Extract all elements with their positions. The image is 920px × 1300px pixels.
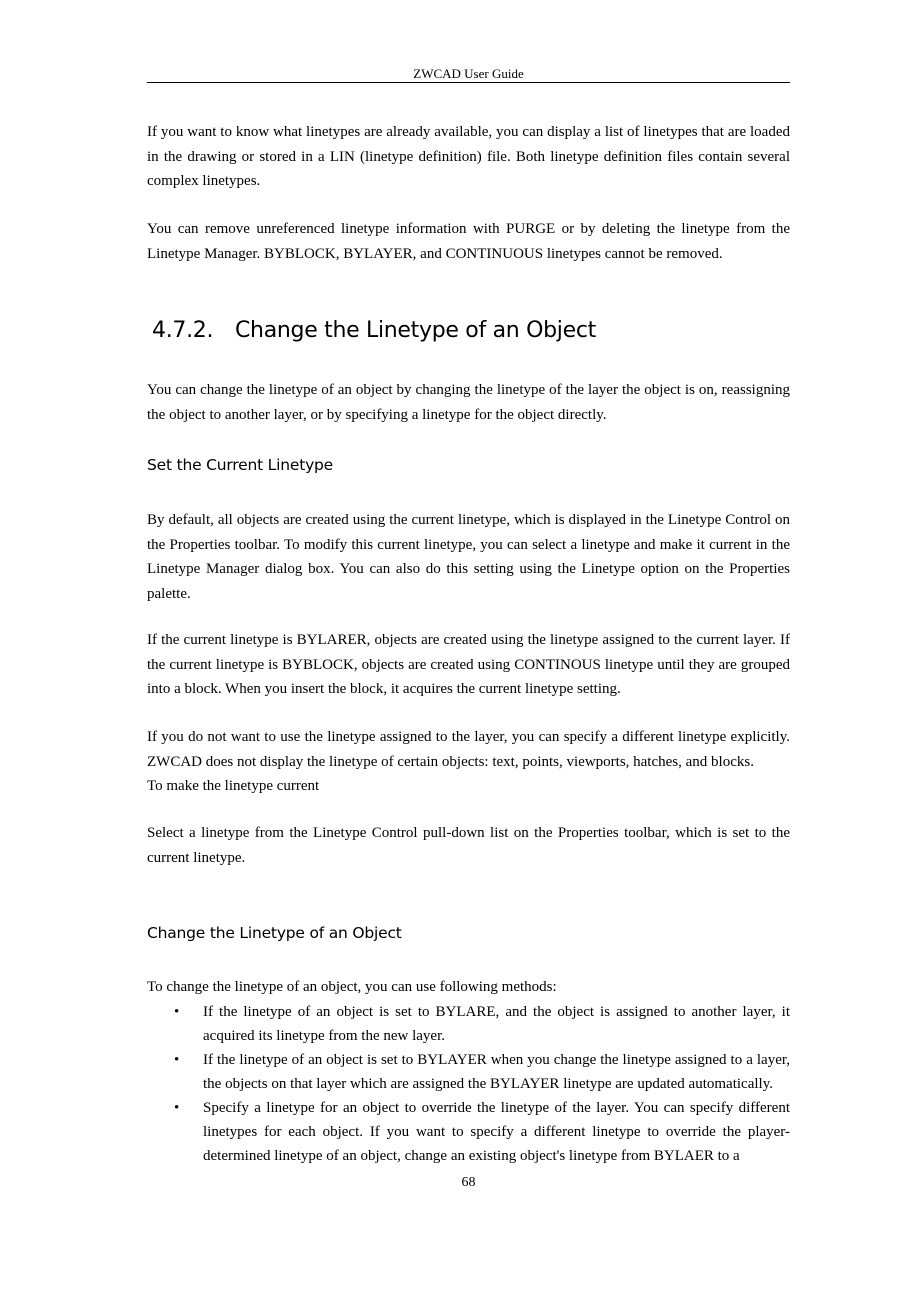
paragraph-change-linetype-intro: You can change the linetype of an object by changing the linetype of the layer the object is on, reassigning the object to another layer, or by specifying a linetype for the object directly. bbox=[147, 382, 790, 423]
paragraph-remove-linetypes: You can remove unreferenced linetype information with PURGE or by deleting the linetype from the Linetype Manager. BYBLOCK, BYLAYER, and CONTINUOUS linetypes cannot be removed. bbox=[147, 221, 790, 262]
section-heading bbox=[152, 318, 596, 343]
bullet-icon: • bbox=[174, 1100, 180, 1116]
methods-list bbox=[147, 1000, 790, 1168]
section-number: 4.7.2. bbox=[152, 318, 214, 343]
header-divider bbox=[147, 82, 790, 83]
paragraph-default-linetype: By default, all objects are created using the current linetype, which is displayed in the Linetype Control on the Properties toolbar. To modify this current linetype, you can select a linetype and make it current in the Linetype Manager dialog box. You can also do this setting using the Linetype option on the Properties palette. bbox=[147, 512, 790, 602]
subheading-change-linetype-object: Change the Linetype of an Object bbox=[147, 924, 402, 942]
paragraph-methods-intro: To change the linetype of an object, you can use following methods: bbox=[147, 979, 557, 995]
list-item: • If the linetype of an object is set to BYLAYER when you change the linetype assigned to a layer, the objects on that layer which are assigned the BYLAYER linetype are updated automatically. bbox=[147, 1048, 790, 1096]
paragraph-available-linetypes: If you want to know what linetypes are already available, you can display a list of linetypes that are loaded in the drawing or stored in a LIN (linetype definition) file. Both linetype definition files contain several complex linetypes. bbox=[147, 124, 790, 189]
paragraph-bylayer-byblock: If the current linetype is BYLARER, objects are created using the linetype assigned to the current layer. If the current linetype is BYBLOCK, objects are created using CONTINOUS linetype until they are grouped into a block. When you insert the block, it acquires the current linetype setting. bbox=[147, 632, 790, 697]
bullet-icon: • bbox=[174, 1052, 180, 1068]
subheading-set-current-linetype: Set the Current Linetype bbox=[147, 456, 334, 474]
paragraph-explicit-linetype: If you do not want to use the linetype assigned to the layer, you can specify a different linetype explicitly. ZWCAD does not display the linetype of certain objects: text, points, viewports, hatches, and blocks. bbox=[147, 729, 790, 770]
page-header: ZWCAD User Guide bbox=[413, 66, 524, 81]
page-number: 68 bbox=[461, 1175, 476, 1190]
list-item: • Specify a linetype for an object to override the linetype of the layer. You can specify different linetypes for each object. If you want to specify a different linetype to override the player-determined linetype of an object, change an existing object's linetype from BYLAER to a bbox=[147, 1096, 790, 1168]
section-title: Change the Linetype of an Object bbox=[235, 318, 596, 343]
bullet-icon: • bbox=[174, 1004, 180, 1020]
paragraph-make-current-label: To make the linetype current bbox=[147, 778, 320, 794]
paragraph-select-linetype: Select a linetype from the Linetype Control pull-down list on the Properties toolbar, which is set to the current linetype. bbox=[147, 825, 790, 866]
list-item: • If the linetype of an object is set to BYLARE, and the object is assigned to another layer, it acquired its linetype from the new layer. bbox=[147, 1000, 790, 1048]
